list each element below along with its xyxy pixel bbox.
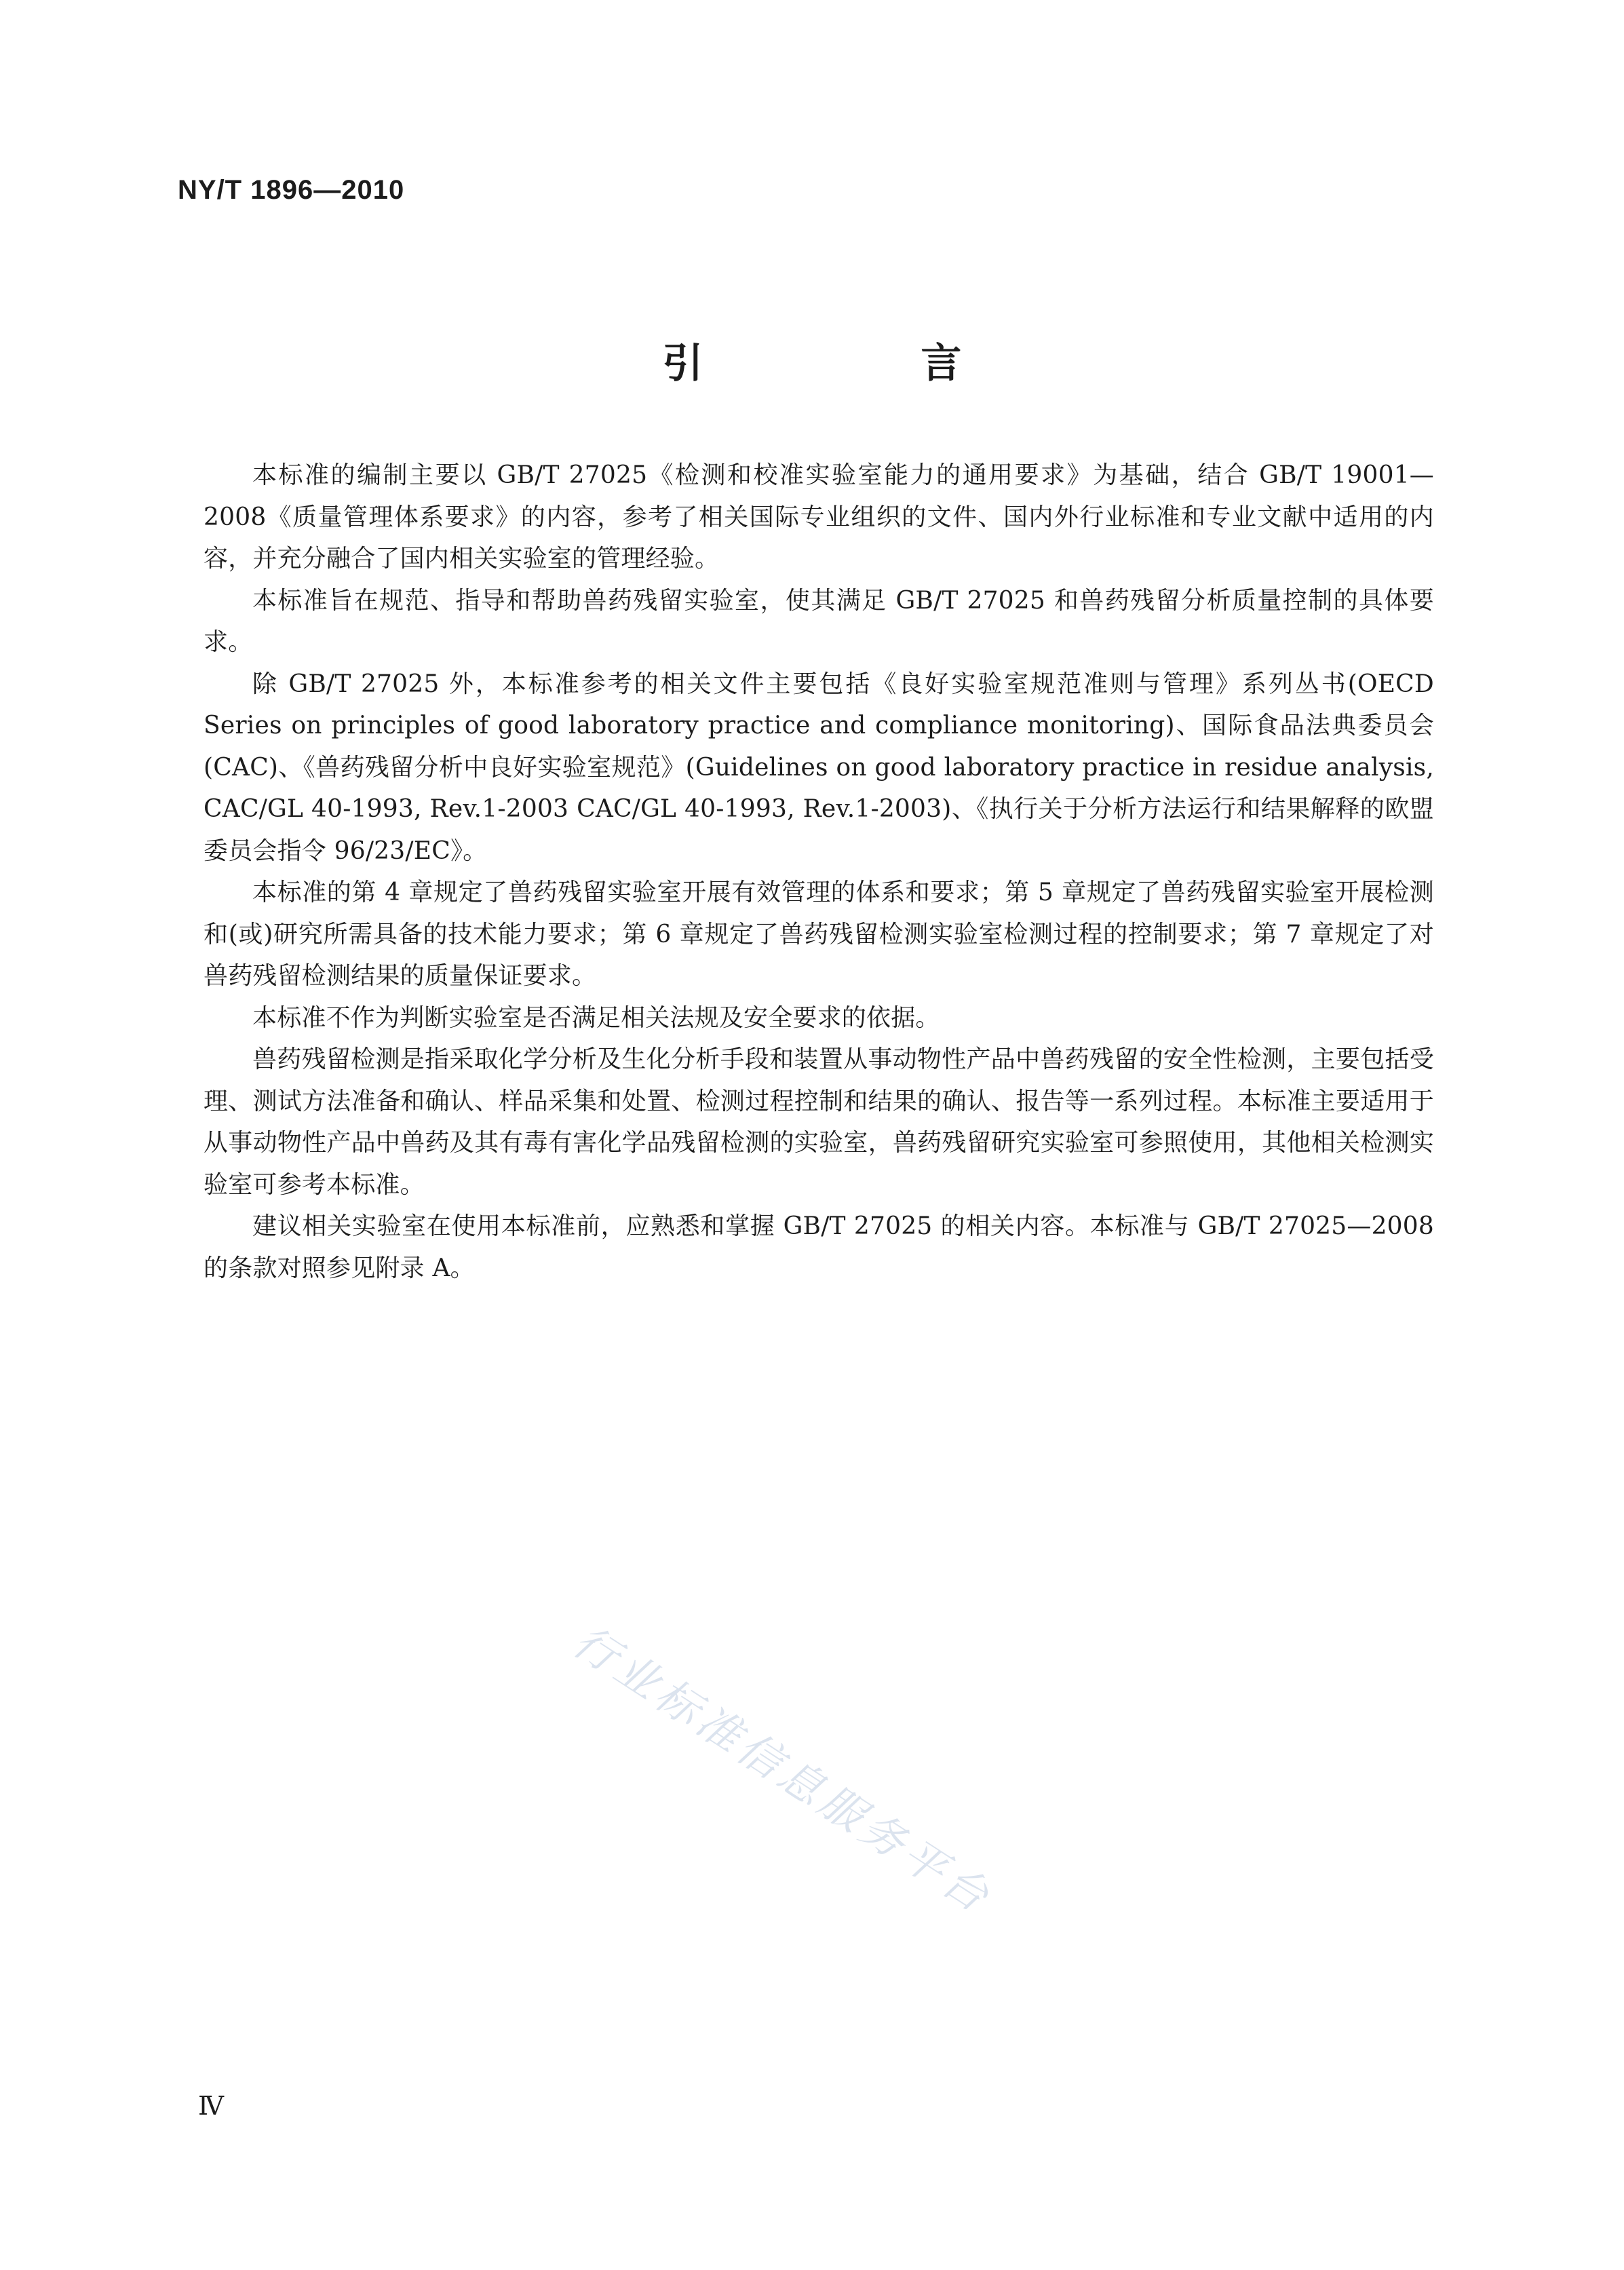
paragraph: 兽药残留检测是指采取化学分析及生化分析手段和装置从事动物性产品中兽药残留的安全性检测，主要包括受理、测试方法准备和确认、样品采集和处置、检测过程控制和结果的确认、报告等一系列过程。本标准主要适用于从事动物性产品中兽药及其有毒有害化学品残留检测的实验室，兽药残留研究实验室可参照使用，其他相关检测实验室可参考本标准。 — [204, 1045, 1434, 1199]
watermark: 行业标准信息服务平台 — [564, 1616, 1001, 1925]
document-code: NY/T 1896—2010 — [178, 175, 405, 205]
paragraph: 本标准的编制主要以 GB/T 27025《检测和校准实验室能力的通用要求》为基础，结合 GB/T 19001—2008《质量管理体系要求》的内容，参考了相关国际专业组织的文件、国内外行业标准和专业文献中适用的内容，并充分融合了国内相关实验室的管理经验。 — [204, 461, 1434, 573]
introduction-body — [204, 455, 1434, 1289]
paragraph: 本标准不作为判断实验室是否满足相关法规及安全要求的依据。 — [252, 1003, 940, 1032]
paragraph: 本标准的第 4 章规定了兽药残留实验室开展有效管理的体系和要求；第 5 章规定了兽药残留实验室开展检测和(或)研究所需具备的技术能力要求；第 6 章规定了兽药残留检测实验室检测过程的控制要求；第 7 章规定了对兽药残留检测结果的质量保证要求。 — [204, 879, 1434, 990]
page-number: Ⅳ — [198, 2091, 224, 2121]
paragraph: 建议相关实验室在使用本标准前，应熟悉和掌握 GB/T 27025 的相关内容。本标准与 GB/T 27025—2008 的条款对照参见附录 A。 — [204, 1212, 1434, 1282]
page-title: 引 言 — [662, 340, 1064, 387]
paragraph: 本标准旨在规范、指导和帮助兽药残留实验室，使其满足 GB/T 27025 和兽药残留分析质量控制的具体要求。 — [204, 586, 1434, 656]
paragraph: 除 GB/T 27025 外，本标准参考的相关文件主要包括《良好实验室规范准则与管理》系列丛书(OECD Series on principles of good laboratory practice and compliance monitoring)、国际食品法典委员会(CAC)、《兽药残留分析中良好实验室规范》(Guidelines on good laboratory practice in residue analysis, CAC/GL 40-1993, Rev.1-2003 CAC/GL 40-1993, Rev.1-2003)、《执行关于分析方法运行和结果解释的欧盟委员会指令 96/23/EC》。 — [204, 670, 1434, 865]
